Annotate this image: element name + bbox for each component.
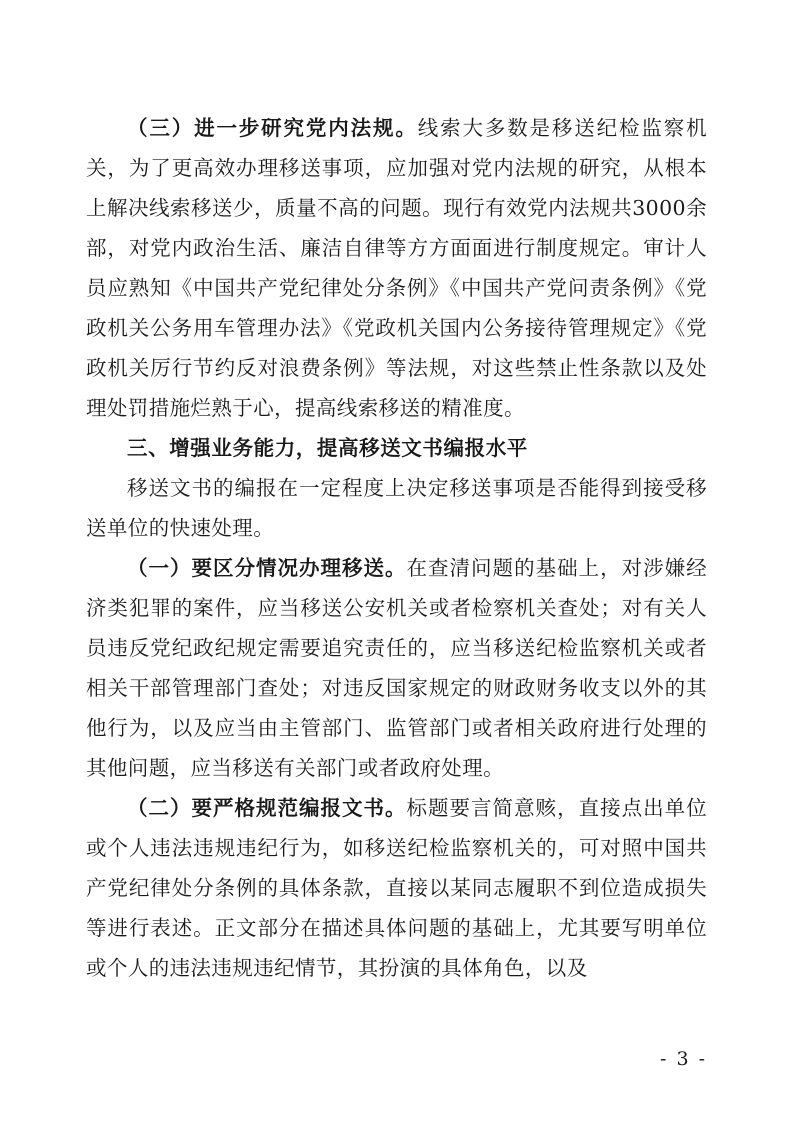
paragraph-4-text: 标题要言简意赅，直接点出单位或个人违法违规违纪行为，如移送纪检监察机关的，可对照中国共产党纪律处分条例的具体条款，直接以某同志履职不到位造成损失等进行表述。正文部分在描述具体问题的基础上，尤其要写明单位或个人的违法违规违纪情节，其扮演的具体角色，以及 bbox=[86, 796, 707, 980]
paragraph-3 bbox=[86, 548, 707, 788]
paragraph-2-text: 移送文书的编报在一定程度上决定移送事项是否能得到接受移送单位的快速处理。 bbox=[86, 476, 707, 540]
paragraph-4 bbox=[86, 788, 707, 988]
paragraph-1-text: 线索大多数是移送纪检监察机关，为了更高效办理移送事项，应加强对党内法规的研究，从根本上解决线索移送少，质量不高的问题。现行有效党内法规共3000余部，对党内政治生活、廉洁自律等方方面面进行制度规定。审计人员应熟知《中国共产党纪律处分条例》《中国共产党问责条例》《党政机关公务用车管理办法》《党政机关国内公务接待管理规定》《党政机关厉行节约反对浪费条例》等法规，对这些禁止性条款以及处理处罚措施烂熟于心，提高线索移送的精准度。 bbox=[86, 116, 707, 420]
page-number: - 3 - bbox=[659, 1048, 707, 1070]
paragraph-4-lead: （二）要严格规范编报文书。 bbox=[127, 796, 407, 820]
paragraph-2 bbox=[86, 468, 707, 548]
section-heading-3: 三、增强业务能力，提高移送文书编报水平 bbox=[127, 436, 528, 460]
paragraph-1-lead: （三）进一步研究党内法规。 bbox=[127, 116, 418, 140]
paragraph-1 bbox=[86, 108, 707, 428]
paragraph-3-text: 在查清问题的基础上，对涉嫌经济类犯罪的案件，应当移送公安机关或者检察机关查处；对有关人员违反党纪政纪规定需要追究责任的，应当移送纪检监察机关或者相关干部管理部门查处；对违反国家规定的财政财务收支以外的其他行为，以及应当由主管部门、监管部门或者相关政府进行处理的其他问题，应当移送有关部门或者政府处理。 bbox=[86, 556, 707, 780]
paragraph-3-lead: （一）要区分情况办理移送。 bbox=[127, 556, 407, 580]
document-body bbox=[86, 108, 707, 988]
